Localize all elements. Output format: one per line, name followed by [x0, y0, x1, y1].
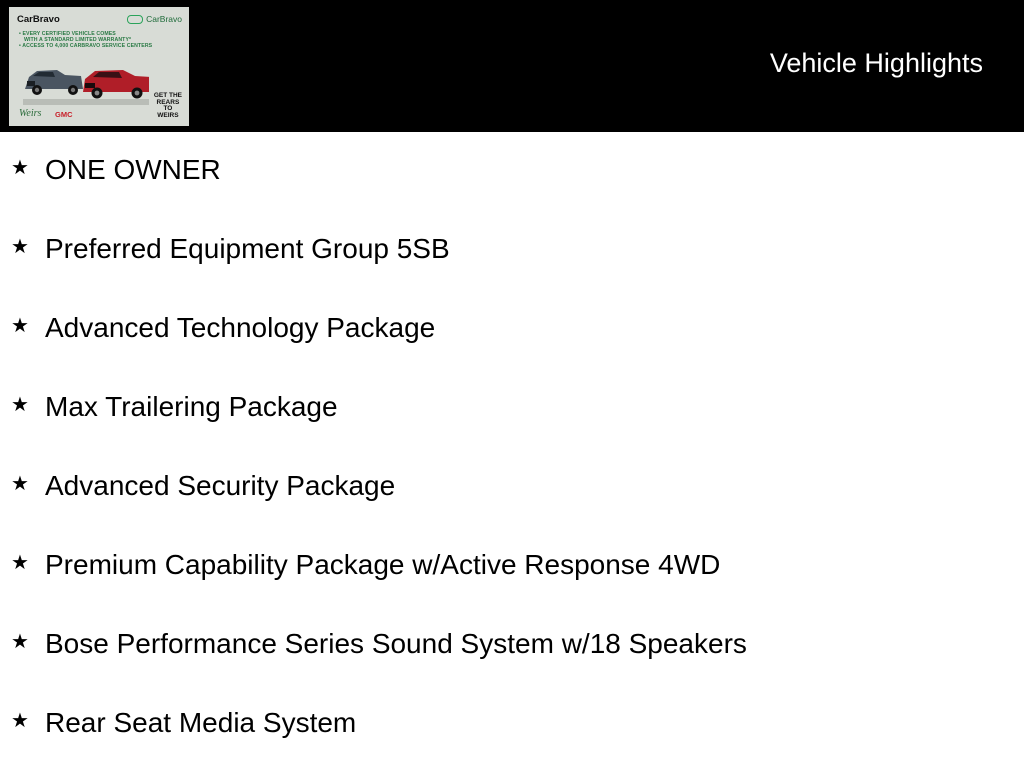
logo-slogan-line: REARS: [156, 98, 180, 106]
make-name: GMC: [55, 110, 73, 119]
star-icon: ★: [11, 392, 29, 416]
star-icon: ★: [11, 708, 29, 732]
star-icon: ★: [11, 234, 29, 258]
dealer-name: Weirs: [19, 108, 42, 119]
list-item: [0, 211, 1024, 290]
logo-brand-text: CarBravo: [17, 14, 60, 25]
highlight-label: ONE OWNER: [45, 154, 221, 185]
logo-slogan-line: TO: [163, 105, 173, 112]
logo-brand-mark: [127, 14, 182, 24]
logo-brand-right-text: CarBravo: [146, 14, 182, 24]
highlight-label: Advanced Technology Package: [45, 312, 436, 343]
list-item: [0, 369, 1024, 448]
page-title: Vehicle Highlights: [769, 48, 983, 78]
star-icon: ★: [11, 155, 29, 179]
highlight-label: Advanced Security Package: [45, 470, 396, 501]
logo-slogan-line: WEIRS: [157, 111, 179, 119]
logo-slogan-line: GET THE: [153, 92, 182, 99]
logo-slogan: [154, 93, 182, 119]
star-icon: ★: [11, 471, 29, 495]
highlight-label: Bose Performance Series Sound System w/18 Speakers: [45, 628, 747, 659]
highlight-label: Preferred Equipment Group 5SB: [45, 233, 450, 264]
list-item: [0, 290, 1024, 369]
list-item: [0, 685, 1024, 764]
list-item: [0, 132, 1024, 211]
logo-bullet: • ACCESS TO 4,000 CARBRAVO SERVICE CENTERS: [19, 43, 153, 49]
dealer-logo: [9, 7, 189, 126]
list-item: [0, 606, 1024, 685]
star-icon: ★: [11, 550, 29, 574]
logo-bullets: [19, 31, 152, 49]
star-icon: ★: [11, 629, 29, 653]
logo-bullet: • EVERY CERTIFIED VEHICLE COMES: [19, 31, 116, 37]
logo-bullet: WITH A STANDARD LIMITED WARRANTY*: [24, 37, 132, 43]
star-icon: ★: [11, 313, 29, 337]
highlight-label: Premium Capability Package w/Active Response 4WD: [45, 549, 721, 580]
highlights-list: [0, 132, 1024, 764]
trucks-image: [23, 59, 149, 105]
list-item: [0, 527, 1024, 606]
highlight-label: Max Trailering Package: [45, 391, 338, 422]
header-bar: [0, 0, 1024, 132]
highlight-label: Rear Seat Media System: [45, 707, 357, 738]
list-item: [0, 448, 1024, 527]
carbravo-icon: [127, 15, 143, 24]
